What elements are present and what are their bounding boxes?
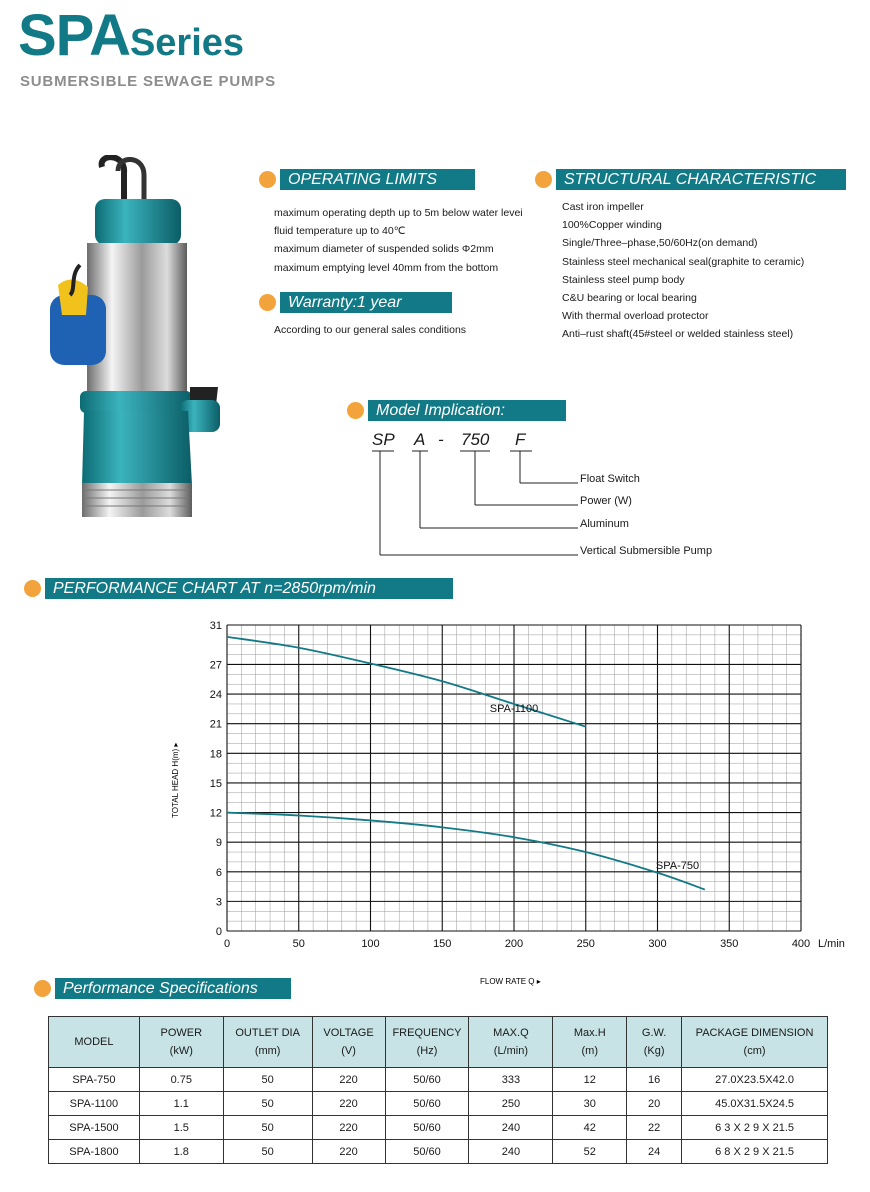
- cell-power: 1.8: [139, 1140, 223, 1164]
- x-tick-label: 400: [791, 938, 811, 950]
- table-row: [49, 1068, 828, 1092]
- structural-item: Anti–rust shaft(45#steel or welded stainless steel): [562, 328, 794, 341]
- label-aluminum: Aluminum: [580, 518, 629, 530]
- x-tick-label: 300: [648, 938, 667, 950]
- chart-y-ticks: [210, 620, 222, 938]
- performance-chart-header: [24, 578, 453, 599]
- cell-voltage: 220: [312, 1092, 385, 1116]
- warranty-title: Warranty:1 year: [280, 292, 452, 313]
- operating-limits-list: [274, 204, 544, 277]
- cell-outlet: 50: [223, 1116, 312, 1140]
- label-power: Power (W): [580, 495, 632, 507]
- code-float: F: [515, 430, 526, 449]
- label-vertical-pump: Vertical Submersible Pump: [580, 545, 713, 557]
- structural-item: Single/Three–phase,50/60Hz(on demand): [562, 237, 758, 250]
- col-header: OUTLET DIA (mm): [223, 1017, 312, 1068]
- structural-header: [535, 169, 846, 190]
- structural-item: Stainless steel pump body: [562, 273, 685, 286]
- x-tick-label: 150: [433, 938, 452, 950]
- cell-model: SPA-750: [49, 1068, 140, 1092]
- table-header-row: [49, 1017, 828, 1068]
- cell-model: SPA-1800: [49, 1140, 140, 1164]
- cell-voltage: 220: [312, 1116, 385, 1140]
- cell-frequency: 50/60: [385, 1140, 469, 1164]
- cell-power: 0.75: [139, 1068, 223, 1092]
- chart-x-ticks: [224, 938, 810, 950]
- x-tick-label: 200: [504, 938, 524, 950]
- operating-limit-item: maximum emptying level 40mm from the bottom: [274, 261, 499, 274]
- operating-limit-item: maximum diameter of suspended solids Φ2mm: [274, 243, 494, 256]
- model-implication-title: Model Implication:: [368, 400, 566, 421]
- y-tick-label: 24: [209, 689, 222, 702]
- y-tick-label: 31: [209, 620, 222, 632]
- col-header: MAX.Q (L/min): [469, 1017, 553, 1068]
- performance-chart: [0, 610, 870, 995]
- cell-gw: 16: [627, 1068, 682, 1092]
- y-tick-label: 21: [209, 718, 222, 731]
- cell-maxh: 52: [553, 1140, 627, 1164]
- chart-x-unit: L/min: [818, 938, 845, 950]
- cell-maxh: 30: [553, 1092, 627, 1116]
- structural-item: C&U bearing or local bearing: [562, 292, 697, 305]
- bullet-dot: [347, 402, 364, 419]
- col-header: MODEL: [49, 1017, 140, 1068]
- cell-frequency: 50/60: [385, 1068, 469, 1092]
- operating-limits-header: [259, 169, 475, 190]
- pump-illustration: [40, 155, 240, 525]
- structural-item: 100%Copper winding: [562, 219, 662, 232]
- cell-gw: 22: [627, 1116, 682, 1140]
- cell-model: SPA-1100: [49, 1092, 140, 1116]
- series-label: SPA-750: [655, 859, 700, 872]
- x-tick-label: 50: [292, 938, 305, 950]
- y-tick-label: 27: [209, 659, 222, 672]
- x-tick-label: 100: [361, 938, 380, 950]
- specs-table: [48, 1016, 828, 1164]
- code-material: A: [414, 430, 426, 449]
- cell-package: 45.0X31.5X24.5: [682, 1092, 828, 1116]
- model-connector-lines: [360, 445, 590, 560]
- title-suffix: Series: [129, 22, 245, 64]
- cell-maxq: 240: [469, 1140, 553, 1164]
- structural-item: Cast iron impeller: [562, 201, 644, 213]
- y-tick-label: 12: [209, 807, 222, 820]
- cell-outlet: 50: [223, 1092, 312, 1116]
- y-tick-label: 3: [215, 896, 222, 909]
- cell-package: 27.0X23.5X42.0: [682, 1068, 828, 1092]
- bullet-dot: [34, 980, 51, 997]
- y-tick-label: 9: [215, 837, 222, 850]
- col-header: PACKAGE DIMENSION (cm): [682, 1017, 828, 1068]
- cell-outlet: 50: [223, 1068, 312, 1092]
- structural-item: Stainless steel mechanical seal(graphite to ceramic): [562, 255, 805, 268]
- operating-limits-title: OPERATING LIMITS: [280, 169, 475, 190]
- col-header: POWER (kW): [139, 1017, 223, 1068]
- cell-package: 6 3 X 2 9 X 21.5: [682, 1116, 828, 1140]
- cell-maxh: 42: [553, 1116, 627, 1140]
- page-title: [18, 2, 244, 69]
- cell-frequency: 50/60: [385, 1116, 469, 1140]
- cell-frequency: 50/60: [385, 1092, 469, 1116]
- cell-voltage: 220: [312, 1068, 385, 1092]
- cell-power: 1.5: [139, 1116, 223, 1140]
- operating-limit-item: maximum operating depth up to 5m below water levei: [274, 207, 523, 219]
- series-label: SPA-1100: [489, 702, 539, 715]
- performance-chart-title: PERFORMANCE CHART AT n=2850rpm/min: [45, 578, 453, 599]
- bullet-dot: [535, 171, 552, 188]
- structural-list: [562, 198, 862, 344]
- col-header: Max.H (m): [553, 1017, 627, 1068]
- title-main: SPA: [18, 3, 130, 68]
- table-row: [49, 1092, 828, 1116]
- x-tick-label: 0: [223, 938, 231, 950]
- label-float-switch: Float Switch: [580, 473, 640, 485]
- y-tick-label: 15: [209, 777, 222, 790]
- specs-header: [34, 978, 291, 999]
- cell-maxq: 240: [469, 1116, 553, 1140]
- warranty-header: [259, 292, 452, 313]
- y-tick-label: 0: [215, 926, 222, 938]
- bullet-dot: [24, 580, 41, 597]
- code-series: SP: [372, 430, 395, 449]
- cell-gw: 20: [627, 1092, 682, 1116]
- code-dash: -: [438, 430, 444, 449]
- cell-maxh: 12: [553, 1068, 627, 1092]
- col-header: FREQUENCY (Hz): [385, 1017, 469, 1068]
- structural-title: STRUCTURAL CHARACTERISTIC: [556, 169, 846, 190]
- cell-power: 1.1: [139, 1092, 223, 1116]
- cell-voltage: 220: [312, 1140, 385, 1164]
- col-header: VOLTAGE (V): [312, 1017, 385, 1068]
- cell-maxq: 250: [469, 1092, 553, 1116]
- cell-gw: 24: [627, 1140, 682, 1164]
- x-tick-label: 250: [576, 938, 595, 950]
- col-header: G.W. (Kg): [627, 1017, 682, 1068]
- code-power: 750: [461, 430, 490, 449]
- x-tick-label: 350: [720, 938, 739, 950]
- warranty-text: According to our general sales conditions: [274, 324, 467, 336]
- y-tick-label: 18: [209, 748, 222, 761]
- cell-outlet: 50: [223, 1140, 312, 1164]
- structural-item: With thermal overload protector: [562, 310, 709, 323]
- chart-y-label: TOTAL HEAD H(m) ▸: [171, 742, 180, 818]
- page-subtitle: SUBMERSIBLE SEWAGE PUMPS: [20, 73, 276, 90]
- cell-model: SPA-1500: [49, 1116, 140, 1140]
- specs-title: Performance Specifications: [55, 978, 291, 999]
- model-implication-header: [347, 400, 566, 421]
- cell-maxq: 333: [469, 1068, 553, 1092]
- table-row: [49, 1116, 828, 1140]
- y-tick-label: 6: [215, 866, 222, 879]
- cell-package: 6 8 X 2 9 X 21.5: [682, 1140, 828, 1164]
- chart-x-label: FLOW RATE Q ▸: [480, 977, 541, 986]
- bullet-dot: [259, 294, 276, 311]
- table-row: [49, 1140, 828, 1164]
- operating-limit-item: fluid temperature up to 40℃: [274, 225, 406, 238]
- bullet-dot: [259, 171, 276, 188]
